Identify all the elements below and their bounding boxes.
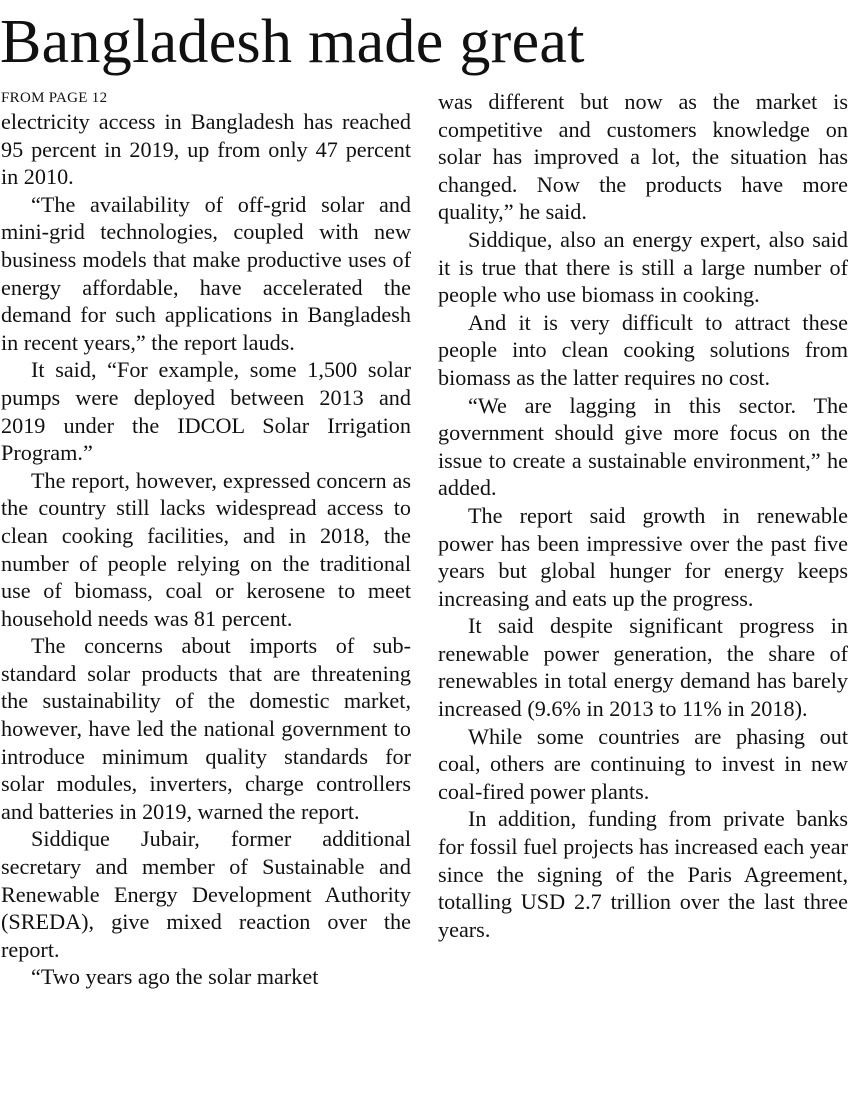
article-column-right (438, 88, 848, 943)
paragraph: The concerns about imports of sub-standard solar products that are threatening the sustainability of the domestic market, however, have led the national government to introduce minimum quality standards for solar modules, inverters, charge controllers and batteries in 2019, warned the report. (1, 633, 411, 824)
paragraph: The report, however, expressed concern as the country still lacks widespread access to clean cooking facilities, and in 2018, the number of people relying on the traditional use of biomass, coal or kerosene to meet household needs was 81 percent. (1, 467, 411, 631)
paragraph: “The availability of off-grid solar and mini-grid technologies, coupled with new business models that make productive uses of energy affordable, have accelerated the demand for such applications in Bangladesh in recent years,” the report lauds. (1, 191, 411, 355)
paragraph: Siddique, also an energy expert, also said it is true that there is still a large number of people who use biomass in cooking. (438, 226, 848, 308)
article-column-left (1, 88, 411, 991)
paragraph: Siddique Jubair, former additional secretary and member of Sustainable and Renewable Energy Development Authority (SREDA), give mixed reaction over the report. (1, 826, 411, 962)
paragraph: It said, “For example, some 1,500 solar pumps were deployed between 2013 and 2019 under the IDCOL Solar Irrigation Program.” (1, 357, 411, 466)
headline: Bangladesh made great (0, 8, 585, 76)
paragraph: “We are lagging in this sector. The government should give more focus on the issue to create a sustainable environment,” he added. (438, 392, 848, 501)
paragraph: was different but now as the market is competitive and customers knowledge on solar has improved a lot, the situation has changed. Now the products have more quality,” he said. (438, 89, 848, 225)
paragraph: In addition, funding from private banks for fossil fuel projects has increased each year since the signing of the Paris Agreement, totalling USD 2.7 trillion over the last three years. (438, 806, 848, 942)
paragraph: “Two years ago the solar market (31, 964, 319, 990)
jump-line: FROM PAGE 12 (1, 90, 108, 106)
paragraph: It said despite significant progress in renewable power generation, the share of renewables in total energy demand has barely increased (9.6% in 2013 to 11% in 2018). (438, 613, 848, 722)
paragraph: The report said growth in renewable power has been impressive over the past five years but global hunger for energy keeps increasing and eats up the progress. (438, 502, 848, 611)
paragraph: And it is very difficult to attract these people into clean cooking solutions from biomass as the latter requires no cost. (438, 309, 848, 390)
paragraph: electricity access in Bangladesh has reached 95 percent in 2019, up from only 47 percent in 2010. (1, 109, 411, 190)
paragraph: While some countries are phasing out coal, others are continuing to invest in new coal-fired power plants. (438, 723, 848, 804)
